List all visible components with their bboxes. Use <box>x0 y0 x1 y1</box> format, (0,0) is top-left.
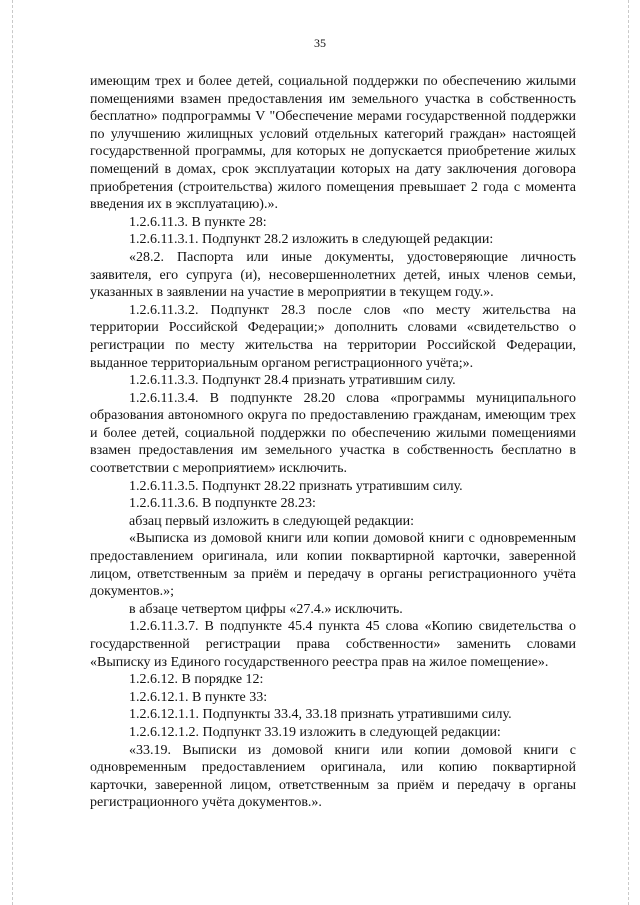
document-body <box>90 73 576 812</box>
paragraph: в абзаце четвертом цифры «27.4.» исключить. <box>129 601 403 617</box>
paragraph: «28.2. Паспорта или иные документы, удостоверяющие личность заявителя, его супруга (и), несовершеннолетних детей, иных членов семьи, указанных в заявлении на участие в мероприятии в текущем году.». <box>90 249 576 301</box>
scan-edge-right <box>628 0 630 905</box>
paragraph: 1.2.6.11.3.7. В подпункте 45.4 пункта 45 слова «Копию свидетельства о государственной регистрации права собственности» заменить словами «Выписку из Единого государственного реестра прав на жилое помещение». <box>90 619 576 670</box>
page-number: 35 <box>314 36 326 50</box>
paragraph: имеющим трех и более детей, социальной поддержки по обеспечению жилыми помещениями взамен предоставления им земельного участка в собственность бесплатно» подпрограммы V "Обеспечение мерами государственной поддержки по улучшению жилищных условий отдельных категорий граждан» настоящей государственной программы, для которых не допускается приобретение жилых помещений в домах, срок эксплуатации которых на дату заключения договора приобретения (строительства) жилого помещения превышает 2 года с момента введения их в эксплуатацию).». <box>90 74 576 213</box>
paragraph: «Выписка из домовой книги или копии домовой книги с одновременным предоставлением оригинала, или копии поквартирной карточки, заверенной лицом, ответственным за приём и передачу в органы регистрационного учёта документов.»; <box>90 531 576 600</box>
paragraph: 1.2.6.12.1.2. Подпункт 33.19 изложить в следующей редакции: <box>129 724 501 740</box>
scan-edge-left <box>12 0 14 905</box>
paragraph: 1.2.6.12.1.1. Подпункты 33.4, 33.18 признать утратившими силу. <box>129 707 512 723</box>
paragraph: 1.2.6.12. В порядке 12: <box>129 672 264 688</box>
paragraph: абзац первый изложить в следующей редакции: <box>129 513 415 529</box>
paragraph: «33.19. Выписки из домовой книги или копии домовой книги с одновременным предоставлением оригинала, или копию поквартирной карточки, заверенной лицом, ответственным за приём и передачу в органы регистрационного учёта документов.». <box>90 742 576 811</box>
paragraph: 1.2.6.11.3.3. Подпункт 28.4 признать утратившим силу. <box>129 373 456 389</box>
paragraph: 1.2.6.11.3.2. Подпункт 28.3 после слов «по месту жительства на территории Российской Федерации;» дополнить словами «свидетельство о регистрации по месту жительства на территории Российской Федерации, выданное территориальным органом регистрационного учёта;». <box>90 302 576 371</box>
paragraph: 1.2.6.11.3. В пункте 28: <box>129 214 267 230</box>
paragraph: 1.2.6.11.3.4. В подпункте 28.20 слова «программы муниципального образования автономного округа по предоставлению гражданам, имеющим трех и более детей, социальной поддержки по обеспечению жилыми помещениями взамен предоставления им земельного участка в собственность бесплатно в соответствии с мероприятием» исключить. <box>90 390 576 477</box>
paragraph: 1.2.6.11.3.6. В подпункте 28.23: <box>129 496 316 512</box>
paragraph: 1.2.6.11.3.1. Подпункт 28.2 изложить в следующей редакции: <box>129 232 494 248</box>
paragraph: 1.2.6.11.3.5. Подпункт 28.22 признать утратившим силу. <box>129 478 463 494</box>
paragraph: 1.2.6.12.1. В пункте 33: <box>129 689 268 705</box>
